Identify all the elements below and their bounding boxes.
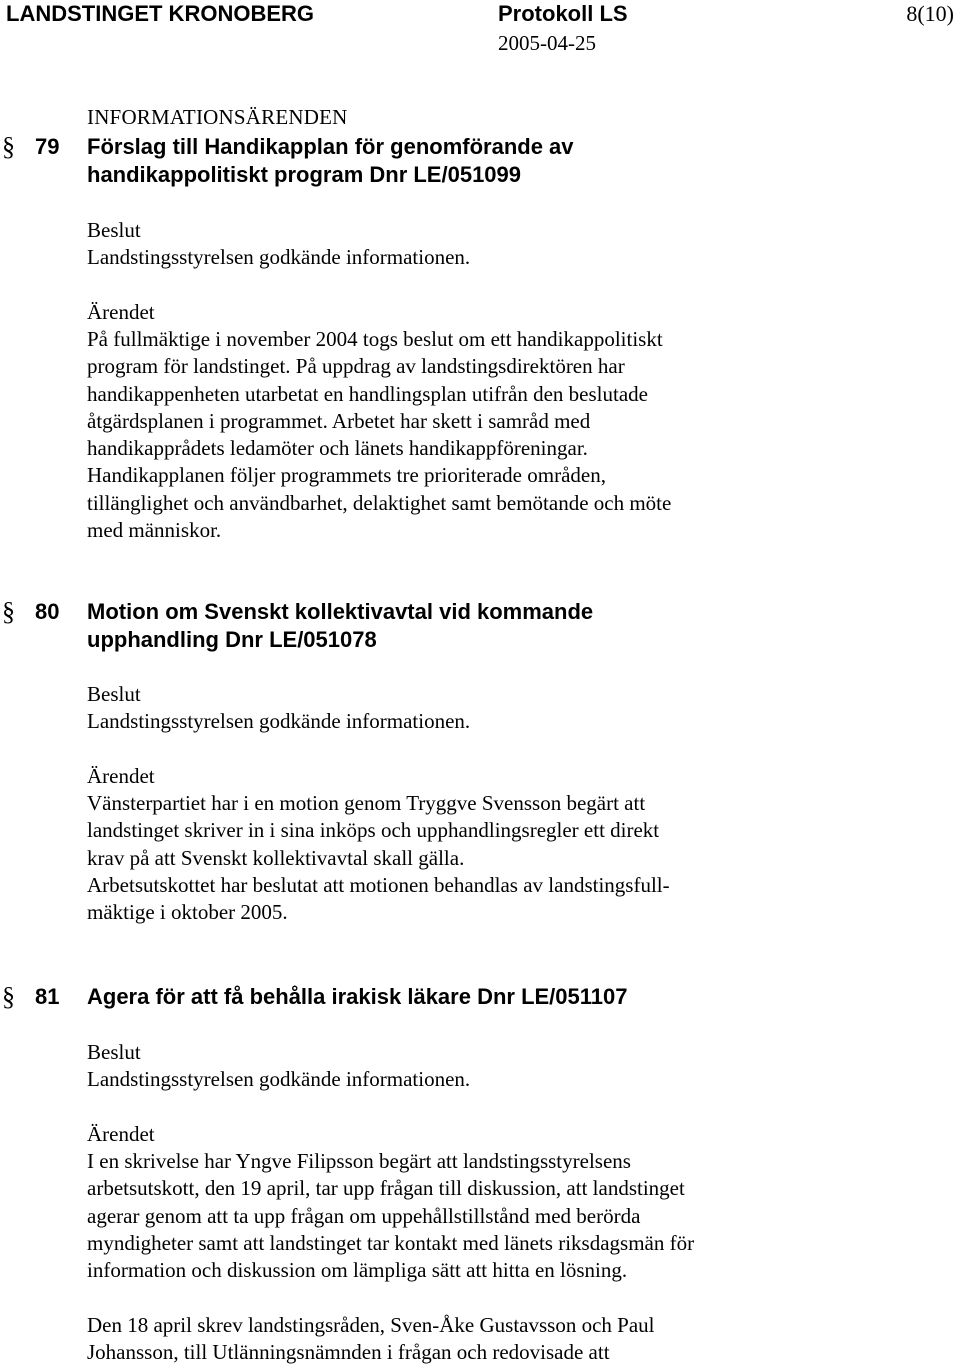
text-line: mäktige i oktober 2005. <box>87 900 288 925</box>
beslut-label: Beslut <box>87 218 141 242</box>
text-line: myndigheter samt att landstinget tar kontakt med länets riksdagsmän för <box>87 1230 695 1255</box>
text-line: krav på att Svenskt kollektivavtal skall gälla. <box>87 845 465 870</box>
text-line: Arbetsutskottet har beslutat att motionen behandlas av landstingsfull- <box>87 872 670 897</box>
header-document-type: Protokoll LS <box>498 1 628 26</box>
item-title-line: handikappolitiskt program Dnr LE/051099 <box>87 162 522 187</box>
paragraph-symbol: § <box>2 597 15 626</box>
text-line: handikapprådets ledamöter och länets handikappföreningar. <box>87 436 588 461</box>
text-line: åtgärdsplanen i programmet. Arbetet har skett i samråd med <box>87 408 591 433</box>
text-line: Den 18 april skrev landstingsråden, Sven-Åke Gustavsson och Paul <box>87 1313 655 1337</box>
text-line: Vänsterpartiet har i en motion genom Tryggve Svensson begärt att <box>87 791 646 815</box>
text-line: På fullmäktige i november 2004 togs beslut om ett handikappolitiskt <box>87 327 663 351</box>
section-heading: INFORMATIONSÄRENDEN <box>87 105 348 129</box>
arendet-text <box>87 790 947 926</box>
text-line: Johansson, till Utlänningsnämnden i frågan och redovisade att <box>87 1340 610 1365</box>
item-title-line: upphandling Dnr LE/051078 <box>87 627 377 652</box>
text-line: information och diskussion om lämpliga sätt att hitta en lösning. <box>87 1258 628 1283</box>
extra-paragraph <box>87 1312 947 1367</box>
beslut-label: Beslut <box>87 682 141 706</box>
text-line: med människor. <box>87 518 222 543</box>
paragraph-symbol: § <box>2 982 15 1011</box>
paragraph-symbol: § <box>2 132 15 161</box>
item-title-line: Förslag till Handikapplan för genomförande av <box>87 134 574 159</box>
item-number: 81 <box>35 984 60 1009</box>
text-line: Handikapplanen följer programmets tre prioriterade områden, <box>87 463 606 488</box>
text-line: I en skrivelse har Yngve Filipsson begärt att landstingsstyrelsens <box>87 1149 631 1173</box>
beslut-label: Beslut <box>87 1040 141 1064</box>
beslut-text: Landstingsstyrelsen godkände informationen. <box>87 709 471 733</box>
header-page-number: 8(10) <box>906 1 954 26</box>
text-line: landstinget skriver in i sina inköps och upphandlingsregler ett direkt <box>87 818 660 843</box>
text-line: handikappenheten utarbetat en handlingsplan utifrån den beslutade <box>87 381 648 406</box>
arendet-label: Ärendet <box>87 764 155 788</box>
arendet-label: Ärendet <box>87 300 155 324</box>
arendet-label: Ärendet <box>87 1122 155 1146</box>
beslut-text: Landstingsstyrelsen godkände informationen. <box>87 1067 471 1091</box>
text-line: arbetsutskott, den 19 april, tar upp frågan till diskussion, att landstinget <box>87 1176 685 1201</box>
text-line: program för landstinget. På uppdrag av landstingsdirektören har <box>87 354 625 379</box>
item-number: 79 <box>35 134 60 159</box>
item-title-line: Agera för att få behålla irakisk läkare Dnr LE/051107 <box>87 984 628 1009</box>
arendet-text <box>87 326 947 544</box>
arendet-text <box>87 1148 947 1284</box>
item-number: 80 <box>35 599 60 624</box>
beslut-text: Landstingsstyrelsen godkände informationen. <box>87 245 471 269</box>
item-title-line: Motion om Svenskt kollektivavtal vid kommande <box>87 599 594 624</box>
header-organization: LANDSTINGET KRONOBERG <box>6 1 314 26</box>
text-line: agerar genom att ta upp frågan om uppehållstillstånd med berörda <box>87 1203 641 1228</box>
header-date: 2005-04-25 <box>498 31 596 55</box>
text-line: tillänglighet och användbarhet, delaktighet samt bemötande och möte <box>87 490 672 515</box>
